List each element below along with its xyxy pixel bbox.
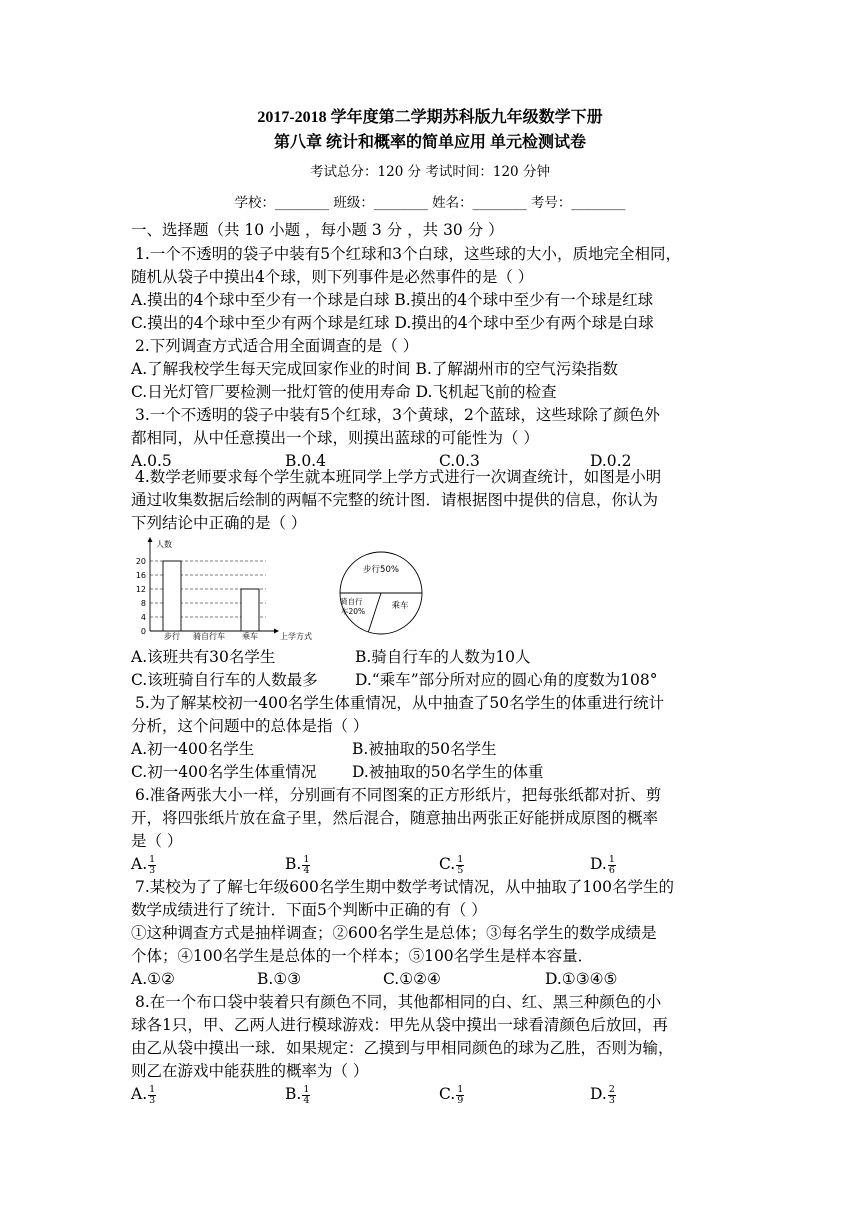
q1-stem-line1: 1.一个不透明的袋子中装有5个红球和3个白球，这些球的大小，质地完全相同， xyxy=(135,245,682,263)
q5-option-b: B.被抽取的50名学生 xyxy=(352,740,497,758)
y-tick-label: 0 xyxy=(140,627,146,636)
q5-option-c: C.初一400名学生体重情况 xyxy=(131,763,317,781)
q4-option-d: D.“乘车”部分所对应的圆心角的度数为108° xyxy=(355,671,658,689)
q4-option-a: A.该班共有30名学生 xyxy=(131,648,276,666)
q3-stem-line1: 3.一个不透明的袋子中装有5个红球，3个黄球，2个蓝球，这些球除了颜色外 xyxy=(135,406,660,424)
pie-label-bike-line1: 骑自行 xyxy=(340,597,363,606)
q7-option-b: B.①③ xyxy=(257,970,302,988)
exam-title-line1: 2017-2018 学年度第二学期苏科版九年级数学下册 xyxy=(257,109,603,126)
q6-stem-line3: 是（ ） xyxy=(131,832,183,850)
q7-stem-line1: 7.某校为了了解七年级600名学生期中数学考试情况，从中抽取了100名学生的 xyxy=(135,878,674,896)
bar-chart xyxy=(128,535,333,645)
q8-a-fraction: $\frac{1}{3}$ xyxy=(149,1083,156,1106)
q4-option-c: C.该班骑自行车的人数最多 xyxy=(131,671,318,689)
q8-option-b: B. $\frac{1}{4}$ xyxy=(285,1083,310,1106)
q4-stem-line2: 通过收集数据后绘制的两幅不完整的统计图．请根据图中提供的信息，你认为 xyxy=(131,491,659,509)
q7-option-d: D.①③④⑤ xyxy=(545,970,618,988)
q8-stem-line4: 则乙在游戏中能获胜的概率为（ ） xyxy=(131,1062,369,1080)
bar xyxy=(163,561,181,631)
q7-option-c: C.①②④ xyxy=(383,970,441,988)
q5-stem-line2: 分析，这个问题中的总体是指（ ） xyxy=(131,717,369,735)
q3-option-d: D.0.2 xyxy=(590,452,632,470)
section-heading: 一、选择题（共 10 小题 ，每小题 3 分 ，共 30 分 ） xyxy=(131,221,504,239)
q1-options-ab: A.摸出的4个球中至少有一个球是白球 B.摸出的4个球中至少有一个球是红球 xyxy=(131,291,654,309)
bar xyxy=(241,589,259,631)
q3-option-b: B.0.4 xyxy=(285,452,326,470)
q4-stem-line1: 4.数学老师要求每个学生就本班同学上学方式进行一次调查统计，如图是小明 xyxy=(135,468,662,486)
q6-option-c: C. $\frac{1}{5}$ xyxy=(439,853,464,876)
pie-chart xyxy=(336,548,426,638)
q6-a-fraction: $\frac{1}{3}$ xyxy=(149,853,156,876)
q8-option-c: C. $\frac{1}{9}$ xyxy=(439,1083,464,1106)
y-tick-label: 12 xyxy=(135,585,146,594)
q6-stem-line1: 6.准备两张大小一样，分别画有不同图案的正方形纸片，把每张纸都对折、剪 xyxy=(135,786,662,804)
q6-option-b: B. $\frac{1}{4}$ xyxy=(285,853,310,876)
q8-stem-line3: 由乙从袋中摸出一球．如果规定：乙摸到与甲相同颜色的球为乙胜，否则为输， xyxy=(131,1039,674,1057)
q4-option-b: B.骑自行车的人数为10人 xyxy=(355,648,531,666)
y-tick-label: 16 xyxy=(135,571,146,580)
q8-c-fraction: $\frac{1}{9}$ xyxy=(457,1083,464,1106)
q2-options-ab: A.了解我校学生每天完成回家作业的时间 B.了解湖州市的空气污染指数 xyxy=(131,360,618,378)
student-info: 学校：________ 班级：________ 姓名：________ 考号：________ xyxy=(234,195,626,211)
y-tick-label: 20 xyxy=(135,557,146,566)
x-category-label: 骑自行车 xyxy=(193,632,225,641)
q7-stem-line3: ①这种调查方式是抽样调查；②600名学生是总体；③每名学生的数学成绩是 xyxy=(131,924,657,942)
q8-stem-line2: 球各1只，甲、乙两人进行模球游戏：甲先从袋中摸出一球看清颜色后放回，再 xyxy=(131,1016,668,1034)
x-axis-arrow xyxy=(274,629,279,634)
q4-stem-line3: 下列结论中正确的是（ ） xyxy=(131,514,307,532)
q5-option-d: D.被抽取的50名学生的体重 xyxy=(352,763,544,781)
q8-option-d: D. $\frac{2}{3}$ xyxy=(590,1083,615,1106)
pie-label-bike-line2: 车20% xyxy=(341,607,366,616)
exam-title-line2: 第八章 统计和概率的简单应用 单元检测试卷 xyxy=(273,134,586,151)
q5-option-a: A.初一400名学生 xyxy=(131,740,255,758)
x-category-label: 步行 xyxy=(164,632,180,641)
q1-options-cd: C.摸出的4个球中至少有两个球是红球 D.摸出的4个球中至少有两个球是白球 xyxy=(131,314,654,332)
q2-stem: 2.下列调查方式适合用全面调查的是（ ） xyxy=(135,337,419,355)
q3-option-c: C.0.3 xyxy=(439,452,480,470)
q6-stem-line2: 开，将四张纸片放在盒子里，然后混合，随意抽出两张正好能拼成原图的概率 xyxy=(131,809,659,827)
q6-option-a: A. $\frac{1}{3}$ xyxy=(131,853,156,876)
exam-info: 考试总分：120 分 考试时间：120 分钟 xyxy=(310,164,550,180)
q7-option-a: A.①② xyxy=(131,970,175,988)
q8-stem-line1: 8.在一个布口袋中装着只有颜色不同，其他都相同的白、红、黑三种颜色的小 xyxy=(135,993,662,1011)
y-tick-label: 8 xyxy=(140,599,146,608)
q6-b-fraction: $\frac{1}{4}$ xyxy=(303,853,310,876)
q2-options-cd: C.日光灯管厂要检测一批灯管的使用寿命 D.飞机起飞前的检查 xyxy=(131,383,557,401)
pie-label-bus: 乘车 xyxy=(391,601,409,611)
x-axis-label: 上学方式 xyxy=(280,632,312,641)
y-axis-label: 人数 xyxy=(156,540,172,549)
pie-label-walk: 步行50% xyxy=(363,565,399,575)
q5-stem-line1: 5.为了解某校初一400名学生体重情况，从中抽查了50名学生的体重进行统计 xyxy=(135,694,665,712)
q7-stem-line2: 数学成绩进行了统计．下面5个判断中正确的有（ ） xyxy=(131,901,487,919)
q8-option-a: A. $\frac{1}{3}$ xyxy=(131,1083,156,1106)
q6-c-fraction: $\frac{1}{5}$ xyxy=(457,853,464,876)
q8-b-fraction: $\frac{1}{4}$ xyxy=(303,1083,310,1106)
q3-stem-line2: 都相同，从中任意摸出一个球，则摸出蓝球的可能性为（ ） xyxy=(131,429,539,447)
q7-stem-line4: 个体；④100名学生是总体的一个样本；⑤100名学生是样本容量． xyxy=(131,947,594,965)
q1-stem-line2: 随机从袋子中摸出4个球，则下列事件是必然事件的是（ ） xyxy=(131,268,534,286)
x-category-label: 乘车 xyxy=(242,632,258,641)
q3-option-a: A.0.5 xyxy=(131,452,172,470)
y-tick-label: 4 xyxy=(140,613,146,622)
y-axis-arrow xyxy=(148,537,153,542)
q6-option-d: D. $\frac{1}{6}$ xyxy=(590,853,615,876)
q6-d-fraction: $\frac{1}{6}$ xyxy=(608,853,615,876)
q8-d-fraction: $\frac{2}{3}$ xyxy=(608,1083,615,1106)
